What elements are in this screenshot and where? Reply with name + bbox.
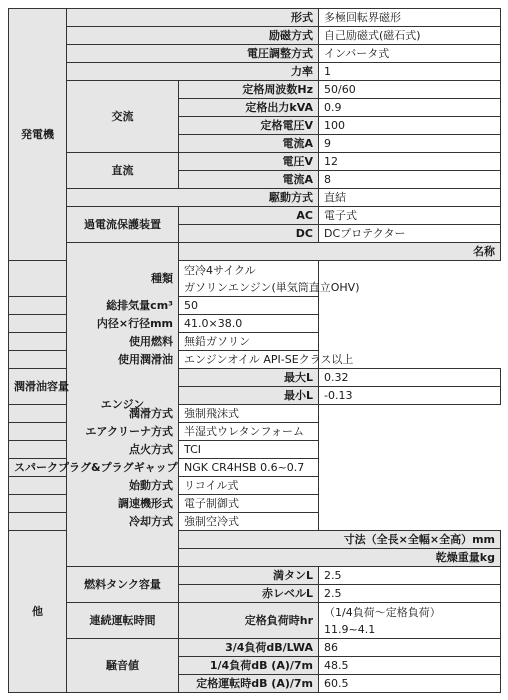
row-value-line: 11.9~4.1 bbox=[324, 622, 376, 636]
row-value: 無鉛ガソリン bbox=[179, 333, 319, 351]
table-row bbox=[9, 567, 501, 585]
table-row bbox=[9, 459, 501, 477]
row-value: 86 bbox=[319, 639, 501, 657]
table-row bbox=[9, 603, 501, 639]
table-row bbox=[9, 441, 501, 459]
table-row bbox=[9, 495, 501, 513]
table-row bbox=[9, 81, 501, 99]
row-value: 0.32 bbox=[319, 369, 501, 387]
row-value: 電子制御式 bbox=[179, 495, 319, 513]
row-value bbox=[179, 261, 360, 297]
row-value: インバータ式 bbox=[319, 45, 501, 63]
row-value: 多極回転界磁形 bbox=[319, 9, 501, 27]
group-label-protection: 過電流保護装置 bbox=[67, 207, 179, 243]
row-label: 調速機形式 bbox=[9, 495, 179, 513]
row-label: 電圧V bbox=[179, 153, 319, 171]
row-label: DC bbox=[179, 225, 319, 243]
row-label: 寸法（全長×全幅×全高）mm bbox=[179, 531, 501, 549]
row-value: 50/60 bbox=[319, 81, 501, 99]
row-label: 総排気量cm³ bbox=[9, 297, 179, 315]
row-label: 形式 bbox=[67, 9, 319, 27]
row-label: 最小L bbox=[179, 387, 319, 405]
row-value-line: （1/4負荷～定格負荷） bbox=[324, 605, 441, 619]
row-label: 電圧調整方式 bbox=[67, 45, 319, 63]
table-row bbox=[9, 63, 501, 81]
row-value: 強制空冷式 bbox=[179, 513, 319, 531]
row-label: 満タンL bbox=[179, 567, 319, 585]
table-row bbox=[9, 9, 501, 27]
table-row bbox=[9, 153, 501, 171]
table-row bbox=[9, 315, 501, 333]
row-value bbox=[319, 603, 501, 639]
row-value: リコイル式 bbox=[179, 477, 319, 495]
row-label: 定格周波数Hz bbox=[179, 81, 319, 99]
row-label: 点火方式 bbox=[9, 441, 179, 459]
row-label: 励磁方式 bbox=[67, 27, 319, 45]
row-value: 2.5 bbox=[319, 585, 501, 603]
row-value: 半湿式ウレタンフォーム bbox=[179, 423, 319, 441]
row-label: エアクリーナ方式 bbox=[9, 423, 179, 441]
row-value: 1 bbox=[319, 63, 501, 81]
table-row bbox=[9, 261, 501, 297]
row-label: 内径×行径mm bbox=[9, 315, 179, 333]
row-value: 自己励磁式(磁石式) bbox=[319, 27, 501, 45]
row-label: スパークプラグ&プラグギャップ bbox=[9, 459, 179, 477]
row-label: 潤滑方式 bbox=[9, 405, 179, 423]
group-label-fuel-tank: 燃料タンク容量 bbox=[67, 567, 179, 603]
row-label: 定格負荷時hr bbox=[179, 603, 319, 639]
row-label: 赤レベルL bbox=[179, 585, 319, 603]
section-header-other: 他 bbox=[9, 531, 67, 693]
row-label: AC bbox=[179, 207, 319, 225]
table-row bbox=[9, 207, 501, 225]
row-value: 電子式 bbox=[319, 207, 501, 225]
spec-table bbox=[8, 8, 501, 693]
table-row bbox=[9, 477, 501, 495]
group-label-oil-capacity: 潤滑油容量 bbox=[9, 369, 67, 405]
table-row bbox=[9, 243, 501, 261]
row-value: 2.5 bbox=[319, 567, 501, 585]
row-label: 使用燃料 bbox=[9, 333, 179, 351]
row-value: 直結 bbox=[319, 189, 501, 207]
row-label: 種類 bbox=[9, 261, 179, 297]
table-row bbox=[9, 333, 501, 351]
row-label: 定格電圧V bbox=[179, 117, 319, 135]
table-row bbox=[9, 513, 501, 531]
row-label: 始動方式 bbox=[9, 477, 179, 495]
row-value: 12 bbox=[319, 153, 501, 171]
section-header-generator: 発電機 bbox=[9, 9, 67, 261]
group-label-dc: 直流 bbox=[67, 153, 179, 189]
row-value-line: 空冷4サイクル bbox=[184, 263, 256, 277]
row-value: 強制飛沫式 bbox=[179, 405, 319, 423]
row-label: 電流A bbox=[179, 135, 319, 153]
section-header-engine: エンジン bbox=[67, 243, 179, 567]
row-value: -0.13 bbox=[319, 387, 501, 405]
row-label: 名称 bbox=[179, 243, 501, 261]
row-value-line: ガソリンエンジン(単気筒直立OHV) bbox=[184, 280, 360, 294]
table-row bbox=[9, 351, 501, 369]
table-row bbox=[9, 45, 501, 63]
table-row bbox=[9, 189, 501, 207]
row-value: TCI bbox=[179, 441, 319, 459]
row-label: 3/4負荷dB/LWA bbox=[179, 639, 319, 657]
row-label: 使用潤滑油 bbox=[9, 351, 179, 369]
row-value: エンジンオイル API-SEクラス以上 bbox=[179, 351, 319, 369]
row-label: 最大L bbox=[179, 369, 319, 387]
row-value: 0.9 bbox=[319, 99, 501, 117]
table-row bbox=[9, 297, 501, 315]
group-label-noise: 騒音値 bbox=[67, 639, 179, 693]
table-row bbox=[9, 27, 501, 45]
row-value: 41.0×38.0 bbox=[179, 315, 319, 333]
row-value: 8 bbox=[319, 171, 501, 189]
row-label: 定格運転時dB (A)/7m bbox=[179, 675, 319, 693]
table-row bbox=[9, 423, 501, 441]
table-row bbox=[9, 639, 501, 657]
group-label-runtime: 連続運転時間 bbox=[67, 603, 179, 639]
row-label: 乾燥重量kg bbox=[179, 549, 501, 567]
row-value: 100 bbox=[319, 117, 501, 135]
row-value: 60.5 bbox=[319, 675, 501, 693]
row-value: DCプロテクター bbox=[319, 225, 501, 243]
row-label: 冷却方式 bbox=[9, 513, 179, 531]
row-value: 9 bbox=[319, 135, 501, 153]
group-label-ac: 交流 bbox=[67, 81, 179, 153]
row-value: 50 bbox=[179, 297, 319, 315]
row-label: 電流A bbox=[179, 171, 319, 189]
row-label: 駆動方式 bbox=[67, 189, 319, 207]
table-row bbox=[9, 405, 501, 423]
row-label: 定格出力kVA bbox=[179, 99, 319, 117]
row-label: 力率 bbox=[67, 63, 319, 81]
row-value: NGK CR4HSB 0.6~0.7 bbox=[179, 459, 319, 477]
row-label: 1/4負荷dB (A)/7m bbox=[179, 657, 319, 675]
row-value: 48.5 bbox=[319, 657, 501, 675]
